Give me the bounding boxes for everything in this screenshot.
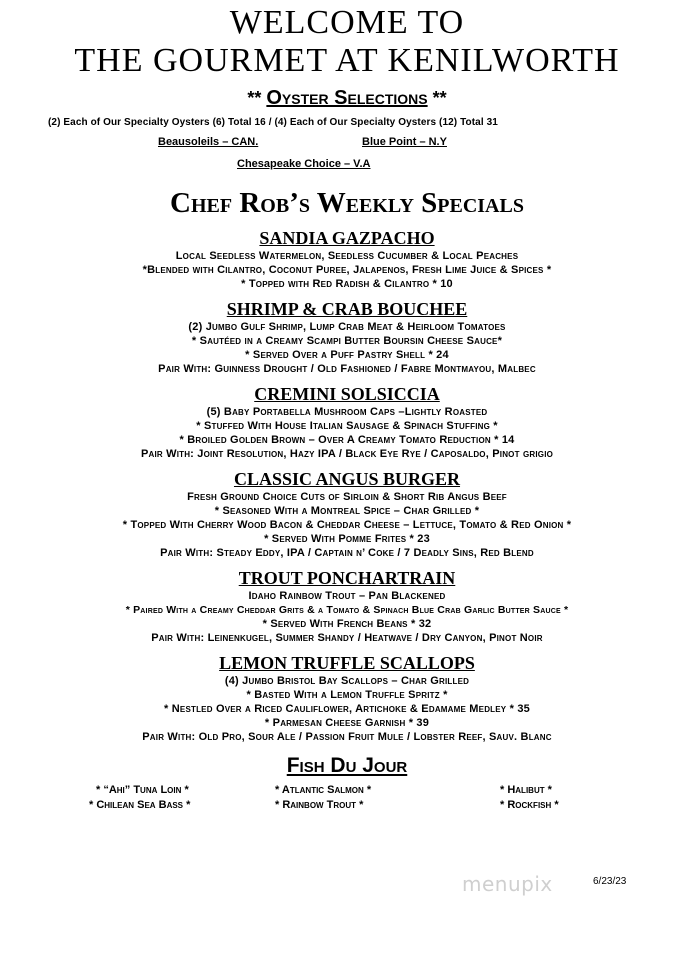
dish-line: Local Seedless Watermelon, Seedless Cucumber & Local Peaches — [175, 250, 519, 262]
fish-item: * Halibut * — [500, 784, 552, 796]
dish-section — [0, 468, 694, 560]
dish-line: Idaho Rainbow Trout – Pan Blackened — [248, 590, 446, 602]
dish-line: * Nestled Over a Riced Cauliflower, Artichoke & Edamame Medley * 35 — [164, 703, 530, 715]
oyster-title-prefix: ** — [247, 88, 267, 108]
dish-line: Fresh Ground Choice Cuts of Sirloin & Short Rib Angus Beef — [187, 491, 507, 503]
oyster-title-suffix: ** — [427, 88, 447, 108]
dish-line: * Topped With Cherry Wood Bacon & Cheddar Cheese – Lettuce, Tomato & Red Onion * — [122, 519, 572, 531]
weekly-specials-title: Chef Rob’s Weekly Specials — [170, 187, 524, 219]
dish-line: (2) Jumbo Gulf Shrimp, Lump Crab Meat & Heirloom Tomatoes — [188, 321, 506, 333]
oyster-title-text: Oyster Selections — [266, 87, 428, 109]
dish-line: * Stuffed With House Italian Sausage & Spinach Stuffing * — [196, 420, 498, 432]
dish-line: * Served With Pomme Frites * 23 — [264, 533, 430, 545]
welcome-header — [0, 0, 694, 80]
dish-line: (4) Jumbo Bristol Bay Scallops – Char Grilled — [224, 675, 470, 687]
pairing-line: Pair With: Old Pro, Sour Ale / Passion Fruit Mule / Lobster Reef, Sauv. Blanc — [142, 731, 552, 743]
welcome-line-1: WELCOME TO — [229, 4, 465, 41]
pairing-line: Pair With: Steady Eddy, IPA / Captain n’ Coke / 7 Deadly Sins, Red Blend — [160, 547, 534, 559]
fish-item: * Rainbow Trout * — [275, 799, 364, 811]
dish-title: CLASSIC ANGUS BURGER — [233, 469, 461, 489]
dish-line: * Sautéed in a Creamy Scampi Butter Boursin Cheese Sauce* — [191, 335, 503, 347]
menu-date: 6/23/23 — [593, 876, 627, 887]
dish-section — [0, 298, 694, 376]
dish-line: *Blended with Cilantro, Coconut Puree, Jalapenos, Fresh Lime Juice & Spices * — [142, 264, 552, 276]
dish-section — [0, 652, 694, 744]
fish-item: * Atlantic Salmon * — [275, 784, 372, 796]
dish-line: * Paired With a Creamy Cheddar Grits & a Tomato & Spinach Blue Crab Garlic Butter Sauce * — [125, 604, 569, 616]
pairing-line: Pair With: Leinenkugel, Summer Shandy / Heatwave / Dry Canyon, Pinot Noir — [151, 632, 543, 644]
oyster-selections-heading — [0, 86, 694, 110]
dish-section — [0, 227, 694, 291]
fish-item: * “Ahi” Tuna Loin * — [96, 784, 189, 796]
oyster-variety: Beausoleils – CAN. — [158, 136, 259, 148]
dish-line: * Basted With a Lemon Truffle Spritz * — [246, 689, 448, 701]
fish-du-jour-list — [0, 784, 694, 818]
dish-section — [0, 567, 694, 645]
dish-title: SHRIMP & CRAB BOUCHEE — [226, 299, 468, 319]
dish-line: * Topped with Red Radish & Cilantro * 10 — [241, 278, 453, 290]
dish-line: * Broiled Golden Brown – Over A Creamy Tomato Reduction * 14 — [179, 434, 515, 446]
fish-item: * Chilean Sea Bass * — [89, 799, 191, 811]
menupix-watermark: menupix — [462, 872, 553, 896]
dish-title: LEMON TRUFFLE SCALLOPS — [219, 653, 475, 673]
dish-line: * Served With French Beans * 32 — [262, 618, 432, 630]
dish-title: SANDIA GAZPACHO — [259, 228, 435, 248]
dish-title: TROUT PONCHARTRAIN — [238, 568, 456, 588]
pairing-line: Pair With: Guinness Drought / Old Fashioned / Fabre Montmayou, Malbec — [158, 363, 536, 375]
dish-title: CREMINI SOLSICCIA — [254, 384, 440, 404]
fish-item: * Rockfish * — [500, 799, 559, 811]
dish-line: (5) Baby Portabella Mushroom Caps –Lightly Roasted — [206, 406, 488, 418]
pairing-line: Pair With: Joint Resolution, Hazy IPA / Black Eye Rye / Caposaldo, Pinot grigio — [140, 448, 554, 460]
oyster-variety: Blue Point – N.Y — [362, 136, 447, 148]
dish-line: * Served Over a Puff Pastry Shell * 24 — [245, 349, 449, 361]
dish-line: * Seasoned With a Montreal Spice – Char Grilled * — [214, 505, 480, 517]
oyster-varieties-row-1 — [0, 136, 694, 152]
dish-section — [0, 383, 694, 461]
oyster-variety: Chesapeake Choice – V.A — [237, 158, 371, 170]
oyster-pricing: (2) Each of Our Specialty Oysters (6) Total 16 / (4) Each of Our Specialty Oysters (12) Total 31 — [48, 117, 498, 128]
welcome-line-2: THE GOURMET AT KENILWORTH — [74, 42, 620, 79]
oyster-varieties-row-2 — [0, 158, 694, 174]
fish-du-jour-title: Fish Du Jour — [286, 754, 408, 777]
dish-line: * Parmesan Cheese Garnish * 39 — [264, 717, 430, 729]
